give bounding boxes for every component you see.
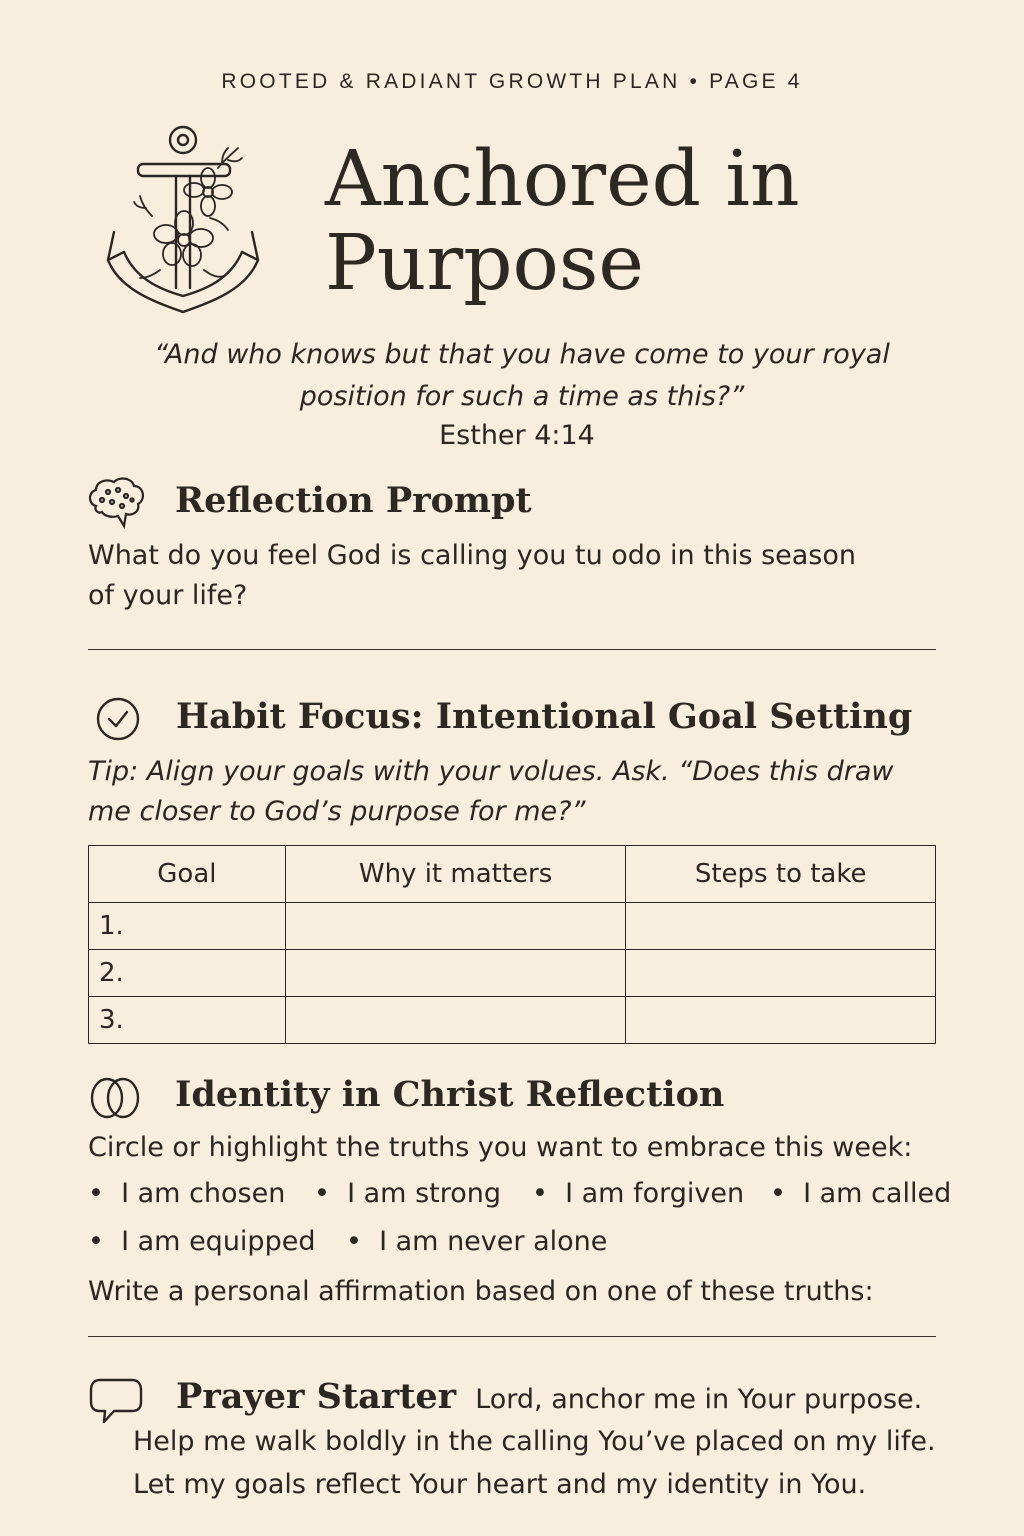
habit-tip-line-2: me closer to God’s purpose for me?” (88, 796, 586, 827)
identity-title: Identity in Christ Reflection (175, 1074, 725, 1115)
prayer-line-3: Let my goals reflect Your heart and my identity in You. (133, 1469, 867, 1500)
scripture-reference: Esther 4:14 (439, 420, 595, 451)
habit-title: Habit Focus: Intentional Goal Setting (176, 696, 913, 737)
page-title (325, 135, 965, 308)
truth-item[interactable]: • I am equipped (88, 1226, 316, 1257)
why-cell[interactable] (285, 903, 626, 950)
column-header-goal: Goal (89, 846, 286, 903)
quote-line-2: position for such a time as this?” (299, 381, 745, 412)
table-row (89, 950, 936, 997)
brain-speech-icon (86, 476, 148, 532)
table-row (89, 997, 936, 1044)
title-line-1: Anchored in (325, 135, 800, 224)
steps-cell[interactable] (626, 950, 936, 997)
title-line-2: Purpose (325, 219, 644, 308)
prayer-title: Prayer Starter (176, 1376, 457, 1417)
reflection-question (88, 536, 968, 616)
why-cell[interactable] (285, 997, 626, 1044)
affirmation-prompt: Write a personal affirmation based on one of these truths: (88, 1276, 874, 1307)
page-header: ROOTED & RADIANT GROWTH PLAN • PAGE 4 (221, 70, 803, 93)
prayer-line-2: Help me walk boldly in the calling You’ve placed on my life. (133, 1426, 936, 1457)
reflection-title: Reflection Prompt (175, 480, 532, 521)
steps-cell[interactable] (626, 997, 936, 1044)
truth-item[interactable]: • I am called (770, 1178, 952, 1209)
truth-item[interactable]: • I am strong (314, 1178, 501, 1209)
goal-cell[interactable]: 2. (89, 950, 286, 997)
quote-line-1: “And who knows but that you have come to your royal (154, 339, 890, 370)
table-header-row (89, 846, 936, 903)
reflection-line-1: What do you feel God is calling you tu odo in this season (88, 540, 857, 571)
speech-bubble-icon (88, 1376, 144, 1426)
truth-item[interactable]: • I am forgiven (532, 1178, 745, 1209)
column-header-steps: Steps to take (626, 846, 936, 903)
column-header-why: Why it matters (285, 846, 626, 903)
scripture-quote (90, 334, 954, 418)
goals-table (88, 845, 936, 1044)
table-row (89, 903, 936, 950)
goal-cell[interactable]: 3. (89, 997, 286, 1044)
why-cell[interactable] (285, 950, 626, 997)
overlapping-circles-icon (88, 1076, 142, 1120)
check-circle-icon (94, 697, 142, 741)
steps-cell[interactable] (626, 903, 936, 950)
anchor-icon (100, 120, 265, 320)
reflection-answer-line[interactable] (88, 649, 936, 650)
reflection-line-2: of your life? (88, 580, 248, 611)
prayer-line-1: Lord, anchor me in Your purpose. (475, 1384, 923, 1415)
truth-item[interactable]: • I am chosen (88, 1178, 286, 1209)
identity-instruction: Circle or highlight the truths you want to embrace this week: (88, 1132, 913, 1163)
goal-cell[interactable]: 1. (89, 903, 286, 950)
affirmation-answer-line[interactable] (88, 1336, 936, 1337)
habit-tip-line-1: Tip: Align your goals with your volues. Ask. “Does this draw (88, 756, 894, 787)
habit-tip (88, 752, 968, 832)
prayer-line-1-row (176, 1376, 922, 1420)
truth-item[interactable]: • I am never alone (346, 1226, 608, 1257)
